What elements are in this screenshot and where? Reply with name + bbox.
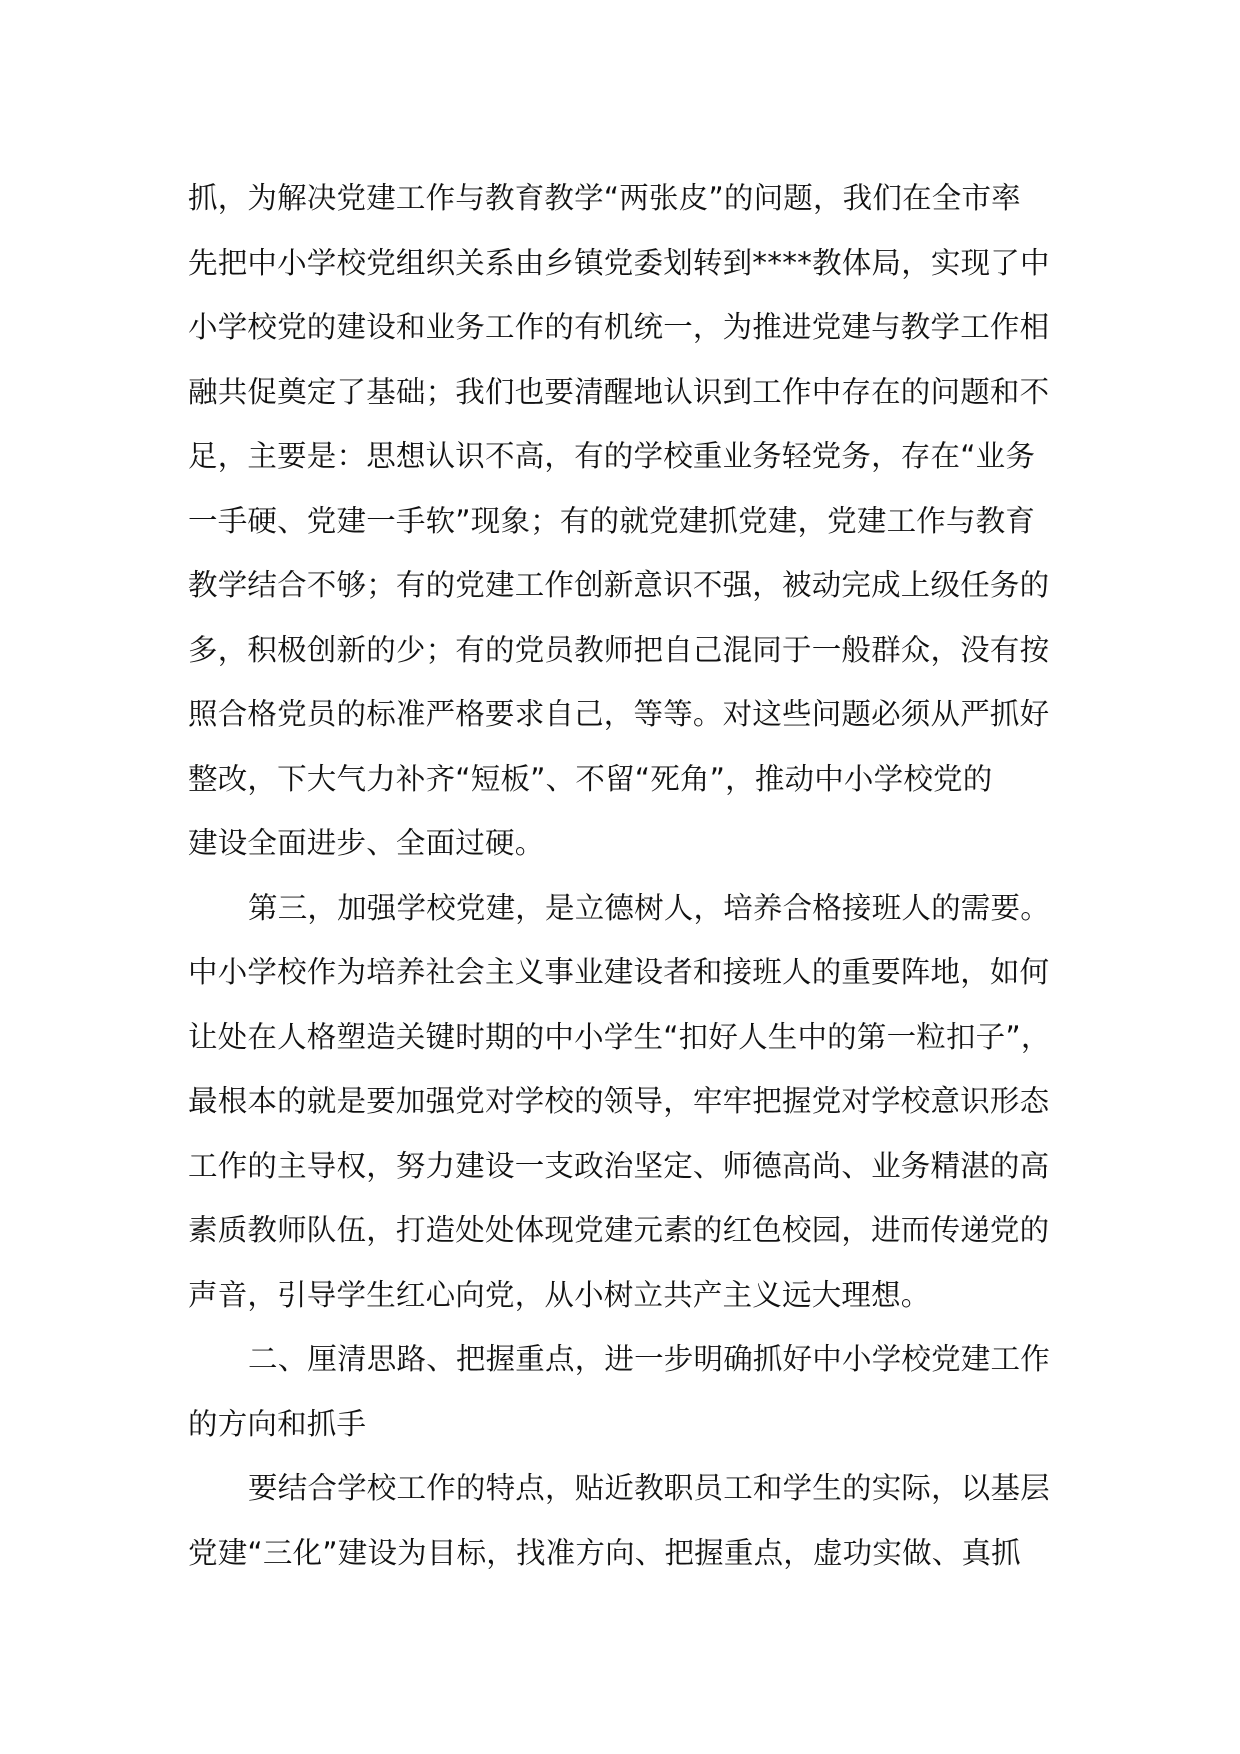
text-line: 小学校党的建设和业务工作的有机统一，为推进党建与教学工作相 xyxy=(188,310,1050,344)
section-heading-line: 二、厘清思路、把握重点，进一步明确抓好中小学校党建工作 xyxy=(248,1342,1050,1376)
text-line: 中小学校作为培养社会主义事业建设者和接班人的重要阵地，如何 xyxy=(188,955,1050,989)
text-line: 最根本的就是要加强党对学校的领导，牢牢把握党对学校意识形态 xyxy=(188,1084,1050,1118)
text-line: 整改，下大气力补齐“短板”、不留“死角”，推动中小学校党的 xyxy=(188,761,993,796)
text-line: 工作的主导权，努力建设一支政治坚定、师德高尚、业务精湛的高 xyxy=(188,1148,1050,1183)
paragraph-start-line: 要结合学校工作的特点，贴近教职员工和学生的实际，以基层 xyxy=(248,1471,1050,1505)
text-line: 抓，为解决党建工作与教育教学“两张皮”的问题，我们在全市率 xyxy=(188,181,1021,215)
text-line: 让处在人格塑造关键时期的中小学生“扣好人生中的第一粒扣子”， xyxy=(188,1019,1051,1054)
text-line: 先把中小学校党组织关系由乡镇党委划转到****教体局，实现了中 xyxy=(188,245,1050,280)
text-line: 一手硬、党建一手软”现象；有的就党建抓党建，党建工作与教育 xyxy=(188,503,1036,538)
text-line: 融共促奠定了基础；我们也要清醒地认识到工作中存在的问题和不 xyxy=(188,374,1050,409)
text-line: 多，积极创新的少；有的党员教师把自己混同于一般群众，没有按 xyxy=(188,632,1050,667)
text-line: 足，主要是：思想认识不高，有的学校重业务轻党务，存在“业务 xyxy=(188,439,1036,473)
text-line: 教学结合不够；有的党建工作创新意识不强，被动完成上级任务的 xyxy=(188,568,1050,602)
paragraph-start-line: 第三，加强学校党建，是立德树人，培养合格接班人的需要。 xyxy=(248,890,1050,925)
text-line: 素质教师队伍，打造处处体现党建元素的红色校园，进而传递党的 xyxy=(188,1213,1050,1247)
text-line: 声音，引导学生红心向党，从小树立共产主义远大理想。 xyxy=(188,1277,931,1312)
text-line: 党建“三化”建设为目标，找准方向、把握重点，虚功实做、真抓 xyxy=(188,1535,1021,1570)
text-line: 建设全面进步、全面过硬。 xyxy=(188,826,545,860)
text-line: 照合格党员的标准严格要求自己，等等。对这些问题必须从严抓好 xyxy=(188,697,1050,731)
section-heading-line: 的方向和抓手 xyxy=(188,1406,367,1441)
body-text xyxy=(188,166,1068,1585)
